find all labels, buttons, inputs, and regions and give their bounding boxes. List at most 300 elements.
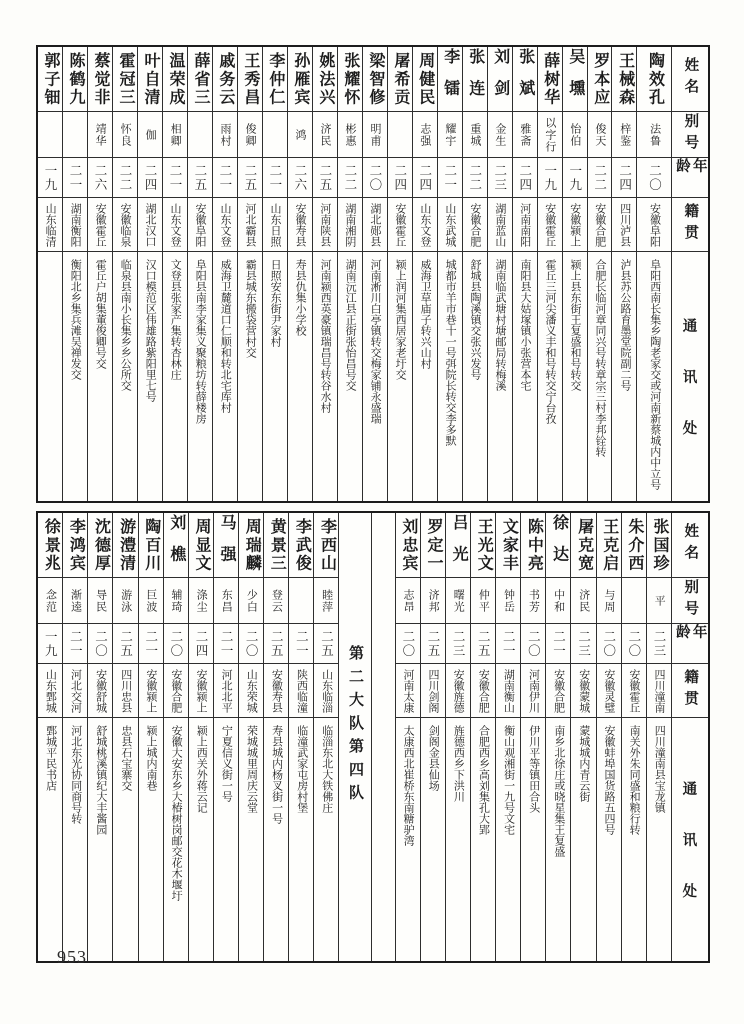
entry-age-cell xyxy=(288,157,312,197)
entry-address: 河北东光协同商号转 xyxy=(69,725,82,824)
entry-address-cell xyxy=(164,717,188,961)
entry-age-cell xyxy=(63,623,87,663)
entry-address: 衡阳北乡集兵滩吴禅发交 xyxy=(69,259,82,380)
entry-age: 二四 xyxy=(392,163,407,192)
entry-name: 刘樵 xyxy=(167,513,185,577)
entry-native-place-cell xyxy=(264,663,288,717)
entry-alias: 耀宇 xyxy=(443,122,456,147)
entry-age: 二一 xyxy=(501,629,516,658)
entry-native-place-cell xyxy=(612,197,636,251)
header-label: 别号 xyxy=(682,578,699,623)
entry-age-cell xyxy=(263,157,287,197)
entry-age: 二一 xyxy=(143,629,158,658)
entry-column xyxy=(112,513,137,961)
entry-alias-cell xyxy=(597,577,621,623)
entry-address: 南关外朱同盛和粮行转 xyxy=(628,725,641,835)
entry-alias: 以字行 xyxy=(543,116,556,153)
entry-age-cell xyxy=(139,623,163,663)
entry-alias: 仲平 xyxy=(477,588,490,613)
entry-column xyxy=(596,513,621,961)
entry-address-cell xyxy=(471,717,495,961)
entry-column xyxy=(313,513,338,961)
entry-name: 徐景兆 xyxy=(42,517,60,573)
entry-name: 蔡觉非 xyxy=(92,51,109,107)
entry-column xyxy=(412,47,437,501)
entry-native-place: 安徽蒙城 xyxy=(577,668,590,713)
entry-native-place-cell xyxy=(163,197,187,251)
entry-column xyxy=(470,513,495,961)
entry-age-cell xyxy=(113,623,137,663)
entry-native-place-cell xyxy=(438,197,462,251)
entry-name-cell xyxy=(313,47,337,111)
entry-alias-cell xyxy=(446,577,470,623)
entry-address-cell xyxy=(571,717,595,961)
entry-address-cell xyxy=(438,251,462,501)
entry-alias: 志昂 xyxy=(402,588,414,613)
entry-alias: 渐逵 xyxy=(69,588,82,613)
entry-native-place-cell xyxy=(289,663,313,717)
entry-column xyxy=(137,47,162,501)
entry-address-cell xyxy=(513,251,537,501)
entry-name-cell xyxy=(538,47,562,111)
entry-address: 颍上城内南巷 xyxy=(145,725,158,791)
entry-address-cell xyxy=(463,251,487,501)
entry-native-place-cell xyxy=(338,197,362,251)
entry-age: 二三 xyxy=(492,163,507,192)
entry-alias: 中和 xyxy=(552,588,565,613)
entry-name: 李仲仁 xyxy=(266,51,284,107)
entry-alias: 平 xyxy=(653,594,666,607)
entry-column xyxy=(387,47,412,501)
entry-name-cell xyxy=(314,513,338,577)
entry-age: 二四 xyxy=(417,163,432,192)
entry-age: 二五 xyxy=(118,629,133,658)
entry-name-cell xyxy=(488,47,512,111)
entry-age: 二二 xyxy=(467,163,482,192)
entry-alias-cell xyxy=(289,577,313,623)
entry-alias-cell xyxy=(521,577,545,623)
entry-alias-cell xyxy=(38,111,62,157)
entry-native-place: 湖南衡山 xyxy=(502,668,515,713)
entry-age-cell xyxy=(446,623,470,663)
header-cell xyxy=(672,157,708,197)
entry-address-cell xyxy=(188,251,212,501)
entry-address: 鄄城平民书店 xyxy=(44,725,57,791)
entry-name: 王秀昌 xyxy=(241,51,259,107)
entry-alias: 雨村 xyxy=(219,122,232,147)
entry-address-cell xyxy=(63,251,87,501)
entry-alias: 鸿 xyxy=(294,128,306,141)
entry-address-cell xyxy=(363,251,387,501)
entry-native-place: 安徽颍上 xyxy=(144,668,157,713)
entry-age-cell xyxy=(63,157,87,197)
entry-name: 李镭 xyxy=(441,47,459,111)
entry-alias-cell xyxy=(239,577,263,623)
entry-alias: 睦萍 xyxy=(320,588,333,613)
entry-address-cell xyxy=(38,717,62,961)
entry-age-cell xyxy=(571,623,595,663)
entry-native-place: 山东临清 xyxy=(44,202,57,247)
entry-name-cell xyxy=(264,513,288,577)
entry-name: 王光文 xyxy=(475,517,493,573)
entry-native-place-cell xyxy=(363,197,387,251)
entry-name: 罗本应 xyxy=(591,51,609,107)
entry-age-cell xyxy=(189,623,213,663)
entry-alias-cell xyxy=(388,111,412,157)
entry-native-place: 安徽舒城 xyxy=(94,668,107,713)
entry-alias: 重城 xyxy=(468,122,481,147)
entry-age: 二四 xyxy=(142,163,157,192)
entry-alias: 明甫 xyxy=(368,122,381,147)
entry-age-cell xyxy=(239,623,263,663)
entry-native-place-cell xyxy=(496,663,520,717)
entry-address-cell xyxy=(163,251,187,501)
entry-address-cell xyxy=(496,717,520,961)
entry-native-place: 山东鄄城 xyxy=(44,668,57,713)
entry-name-cell xyxy=(189,513,213,577)
entry-name-cell xyxy=(214,513,238,577)
entry-native-place-cell xyxy=(413,197,437,251)
entry-column xyxy=(213,513,238,961)
entry-age: 二〇 xyxy=(244,629,259,658)
squad-divider-column xyxy=(338,513,370,961)
squad-divider-label: 第二大队第四队 xyxy=(347,645,364,808)
entry-native-place-cell xyxy=(314,663,338,717)
entry-native-place-cell xyxy=(288,197,312,251)
entry-native-place-cell xyxy=(463,197,487,251)
entry-alias-cell xyxy=(113,577,137,623)
entry-name-cell xyxy=(139,513,163,577)
entry-native-place-cell xyxy=(63,197,87,251)
entry-name: 温荣成 xyxy=(166,51,184,107)
entry-native-place-cell xyxy=(313,197,337,251)
entry-alias-cell xyxy=(338,111,362,157)
entry-native-place: 四川潼南 xyxy=(653,668,666,713)
entry-age: 二六 xyxy=(92,163,107,192)
entry-alias-cell xyxy=(113,111,137,157)
entry-alias: 涤尘 xyxy=(195,588,208,613)
entry-age-cell xyxy=(421,623,445,663)
entry-name: 陶百川 xyxy=(142,517,160,573)
entry-address-cell xyxy=(289,717,313,961)
entry-native-place-cell xyxy=(637,197,671,251)
entry-name-cell xyxy=(113,47,137,111)
entry-native-place-cell xyxy=(388,197,412,251)
entry-address: 寿县仇集小学校 xyxy=(294,259,307,336)
entry-native-place: 山东文登 xyxy=(218,202,231,247)
entry-alias: 巨波 xyxy=(144,588,157,613)
entry-native-place-cell xyxy=(63,663,87,717)
entry-age-cell xyxy=(213,157,237,197)
entry-alias: 济邦 xyxy=(427,588,440,613)
header-label: 姓名 xyxy=(682,523,699,567)
header-cell xyxy=(672,663,708,717)
entry-alias-cell xyxy=(238,111,262,157)
entry-age-cell xyxy=(264,623,288,663)
entry-column xyxy=(188,513,213,961)
header-cell xyxy=(672,197,708,251)
entry-address: 南阳县大姑塚镇小张营本宅 xyxy=(519,259,532,391)
entry-age-cell xyxy=(622,623,646,663)
entry-address: 汉口模范区伟雄路紫阳里七号 xyxy=(144,259,157,402)
entry-address-cell xyxy=(214,717,238,961)
entry-alias-cell xyxy=(471,577,495,623)
entry-alias: 相卿 xyxy=(169,122,182,147)
entry-age-cell xyxy=(289,623,313,663)
entry-column xyxy=(512,47,537,501)
entry-address-cell xyxy=(521,717,545,961)
entry-native-place: 山东文登 xyxy=(418,202,431,247)
entry-age: 一九 xyxy=(542,163,557,192)
entry-alias-cell xyxy=(496,577,520,623)
entry-native-place-cell xyxy=(88,663,112,717)
entry-native-place-cell xyxy=(546,663,570,717)
entry-name-cell xyxy=(421,513,445,577)
entry-alias-cell xyxy=(88,111,112,157)
entry-alias-cell xyxy=(438,111,462,157)
entry-address-cell xyxy=(622,717,646,961)
entry-age: 一九 xyxy=(43,163,58,192)
entry-column xyxy=(287,47,312,501)
entry-age: 二一 xyxy=(267,163,282,192)
entry-native-place: 安徽颍上 xyxy=(195,668,208,713)
entry-address-cell xyxy=(546,717,570,961)
entry-column xyxy=(112,47,137,501)
entry-name: 叶自清 xyxy=(141,51,159,107)
entry-address-cell xyxy=(263,251,287,501)
entry-native-place: 安徽合肥 xyxy=(593,202,606,247)
entry-native-place: 陕西临潼 xyxy=(295,668,308,713)
entry-name-cell xyxy=(338,47,362,111)
entry-name-cell xyxy=(546,513,570,577)
entry-address-cell xyxy=(338,251,362,501)
entry-address-cell xyxy=(597,717,621,961)
entry-age-cell xyxy=(463,157,487,197)
entry-age: 二〇 xyxy=(647,163,662,192)
entry-column xyxy=(263,513,288,961)
entry-address: 合肥西乡高刘集孔大郢 xyxy=(477,725,490,835)
entry-native-place: 安徽寿县 xyxy=(270,668,283,713)
entry-age: 二一 xyxy=(167,163,182,192)
entry-address-cell xyxy=(38,251,62,501)
entry-age: 二二 xyxy=(342,163,357,192)
entry-name: 周显文 xyxy=(192,517,210,573)
entry-address: 文登县张家产集转杏林庄 xyxy=(169,259,182,380)
entry-address: 衡山观湘街一九号文宅 xyxy=(502,725,515,835)
entry-native-place: 山东武城 xyxy=(443,202,456,247)
entry-address-cell xyxy=(189,717,213,961)
entry-address: 伊川平等镇田合头 xyxy=(527,725,540,813)
entry-alias-cell xyxy=(622,577,646,623)
entry-name-cell xyxy=(388,47,412,111)
entry-age: 二五 xyxy=(192,163,207,192)
entry-address-cell xyxy=(588,251,612,501)
header-address-label xyxy=(683,252,698,501)
entry-alias: 济民 xyxy=(318,122,331,147)
entry-name-cell xyxy=(213,47,237,111)
entry-age: 二〇 xyxy=(168,629,183,658)
entry-alias-cell xyxy=(264,577,288,623)
entry-native-place-cell xyxy=(38,663,62,717)
entry-address: 阜阳县南李家集义聚粮坊转薛楼房 xyxy=(194,259,207,424)
entry-column xyxy=(162,47,187,501)
entry-name: 李西山 xyxy=(318,517,336,573)
entry-age-cell xyxy=(164,623,188,663)
entry-native-place: 湖南蓝山 xyxy=(493,202,506,247)
entry-alias: 登云 xyxy=(270,588,283,613)
entry-name: 马强 xyxy=(218,513,236,577)
entry-name-cell xyxy=(612,47,636,111)
entry-alias-cell xyxy=(612,111,636,157)
entry-name: 张耀怀 xyxy=(341,51,359,107)
header-cell xyxy=(672,111,708,157)
entry-alias-cell xyxy=(463,111,487,157)
header-cell xyxy=(672,47,708,111)
entry-name-cell xyxy=(396,513,420,577)
entry-column xyxy=(62,513,87,961)
header-label: 籍贯 xyxy=(682,202,699,247)
entry-name: 周瑞麟 xyxy=(243,517,261,573)
entry-alias: 志强 xyxy=(418,122,431,147)
entry-alias: 导民 xyxy=(94,588,107,613)
entry-name-cell xyxy=(496,513,520,577)
header-label: 籍贯 xyxy=(682,668,699,713)
entry-age-cell xyxy=(521,623,545,663)
page-number: 953 xyxy=(57,947,87,967)
entry-native-place: 湖南湘阴 xyxy=(343,202,356,247)
entry-age: 二三 xyxy=(651,629,666,658)
entry-alias: 济民 xyxy=(577,588,590,613)
entry-name: 徐达 xyxy=(550,513,568,577)
entry-alias-cell xyxy=(396,577,420,623)
entry-column xyxy=(537,47,562,501)
entry-name-cell xyxy=(289,513,313,577)
entry-alias-cell xyxy=(513,111,537,157)
entry-age: 二五 xyxy=(242,163,257,192)
entry-native-place: 河南伊川 xyxy=(527,668,540,713)
entry-column xyxy=(562,47,587,501)
header-column xyxy=(671,47,708,501)
entry-age-cell xyxy=(396,623,420,663)
entry-age: 二二 xyxy=(117,163,132,192)
entry-name: 梁智修 xyxy=(366,51,384,107)
entry-column xyxy=(87,47,112,501)
entry-column xyxy=(437,47,462,501)
entry-address: 舒城桃溪镇纪大丰酱园 xyxy=(94,725,107,835)
entry-name-cell xyxy=(63,47,87,111)
entry-alias: 雅斋 xyxy=(518,122,531,147)
entry-age: 二五 xyxy=(476,629,491,658)
entry-age-cell xyxy=(597,623,621,663)
entry-name: 姚法兴 xyxy=(316,51,334,107)
entry-age: 二一 xyxy=(219,629,234,658)
entry-name-cell xyxy=(637,47,671,111)
entry-age: 二二 xyxy=(592,163,607,192)
entry-native-place: 湖北汉口 xyxy=(144,202,157,247)
entry-name-cell xyxy=(113,513,137,577)
header-char: 通 xyxy=(682,782,698,798)
blank-spacer-column xyxy=(371,513,395,961)
entry-address-cell xyxy=(238,251,262,501)
entry-alias-cell xyxy=(546,577,570,623)
entry-age-cell xyxy=(214,623,238,663)
header-label: 别号 xyxy=(682,112,699,157)
entry-native-place: 河南太康 xyxy=(401,668,414,713)
entry-alias-cell xyxy=(313,111,337,157)
entry-native-place: 安徽阜阳 xyxy=(194,202,206,247)
entry-alias-cell xyxy=(63,577,87,623)
entry-name-cell xyxy=(88,47,112,111)
entry-name: 吕光 xyxy=(450,513,468,577)
entry-age-cell xyxy=(488,157,512,197)
entry-column xyxy=(520,513,545,961)
entry-address: 日照安东街尹家村 xyxy=(269,259,282,347)
entry-column xyxy=(462,47,487,501)
entry-alias-cell xyxy=(188,111,212,157)
entry-alias-cell xyxy=(139,577,163,623)
entry-column xyxy=(163,513,188,961)
entry-native-place: 安徽霍丘 xyxy=(627,668,640,713)
entry-name-cell xyxy=(163,47,187,111)
entry-address-cell xyxy=(88,717,112,961)
entry-address: 蒙城城内青云街 xyxy=(577,725,590,802)
entry-address-cell xyxy=(647,717,671,961)
entry-native-place-cell xyxy=(188,197,212,251)
entry-alias: 书芳 xyxy=(527,588,540,613)
entry-native-place: 四川忠县 xyxy=(119,668,132,713)
entry-age-cell xyxy=(588,157,612,197)
entry-column xyxy=(187,47,212,501)
entry-alias: 梓鉴 xyxy=(618,122,631,147)
entry-name: 罗定一 xyxy=(424,517,442,573)
entry-age-cell xyxy=(313,157,337,197)
entry-native-place-cell xyxy=(213,197,237,251)
entry-native-place: 山东文登 xyxy=(169,202,182,247)
entry-name: 游澧清 xyxy=(117,517,135,573)
entry-name: 李鸿宾 xyxy=(67,517,85,573)
entry-alias-cell xyxy=(413,111,437,157)
entry-name-cell xyxy=(239,513,263,577)
entry-address: 临泉县南小长集乡乡公所交 xyxy=(119,259,132,391)
entry-age: 一九 xyxy=(567,163,582,192)
entry-age-cell xyxy=(38,157,62,197)
entry-native-place-cell xyxy=(513,197,537,251)
entry-age-cell xyxy=(314,623,338,663)
entry-native-place-cell xyxy=(139,663,163,717)
entry-age: 二一 xyxy=(217,163,232,192)
entry-address: 安徽蚌埠国货路五四号 xyxy=(603,725,616,835)
entry-native-place-cell xyxy=(647,663,671,717)
entry-native-place: 安徽合肥 xyxy=(169,668,182,713)
entry-address-cell xyxy=(239,717,263,961)
entry-address-cell xyxy=(612,251,636,501)
entry-alias: 彬惠 xyxy=(343,122,356,147)
entry-name-cell xyxy=(363,47,387,111)
entry-native-place-cell xyxy=(622,663,646,717)
entry-column xyxy=(636,47,671,501)
entry-address: 剑阁金县仙场 xyxy=(427,725,440,791)
entry-column xyxy=(238,513,263,961)
roster-table-bottom xyxy=(36,511,710,963)
entry-native-place: 安徽阜阳 xyxy=(648,202,661,247)
entry-address-cell xyxy=(637,251,671,501)
entry-age-cell xyxy=(88,157,112,197)
entry-address: 临淄东北大铁佛庄 xyxy=(320,725,333,813)
entry-name: 李武俊 xyxy=(293,517,311,573)
entry-native-place-cell xyxy=(263,197,287,251)
entry-native-place: 安徽合肥 xyxy=(552,668,565,713)
entry-address: 城都市羊市巷十一号弭院长转交李多默 xyxy=(444,259,457,446)
